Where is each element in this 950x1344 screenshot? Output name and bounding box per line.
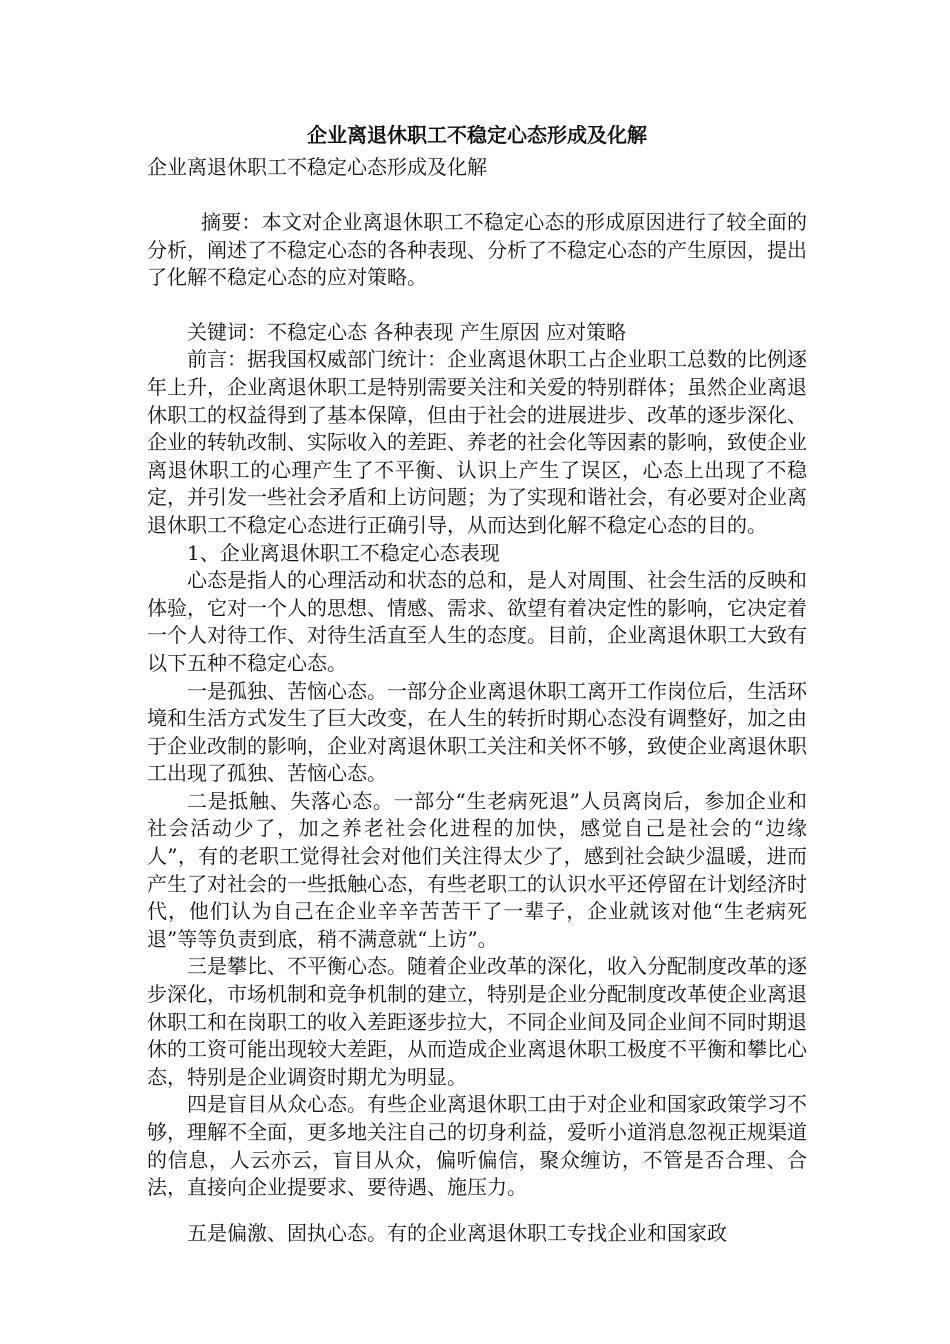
document-subtitle: 企业离退休职工不稳定心态形成及化解 [147, 155, 487, 179]
preface-paragraph: 前言：据我国权威部门统计：企业离退休职工占企业职工总数的比例逐年上升，企业离退休职工是特别需要关注和关爱的特别群体；虽然企业离退休职工的权益得到了基本保障，但由于社会的进展进步、改革的逐步深化、企业的转轨改制、实际收入的差距、养老的社会化等因素的影响，致使企业离退休职工的心理产生了不平衡、认识上产生了误区，心态上出现了不稳定，并引发一些社会矛盾和上访问题；为了实现和谐社会，有必要对企业离退休职工不稳定心态进行正确引导，从而达到化解不稳定心态的目的。 [147, 347, 807, 537]
document-body [147, 118, 807, 1247]
body-paragraph: 三是攀比、不平衡心态。随着企业改革的深化，收入分配制度改革的逐步深化，市场机制和竞争机制的建立，特别是企业分配制度改革使企业离退休职工和在岗职工的收入差距逐步拉大，不同企业间及同企业间不同时期退休的工资可能出现较大差距，从而造成企业离退休职工极度不平衡和攀比心态，特别是企业调资时期尤为明显。 [147, 954, 807, 1089]
section-heading-1: 1、企业离退休职工不稳定心态表现 [187, 540, 500, 565]
spacer [147, 1202, 807, 1220]
body-paragraph: 二是抵触、失落心态。一部分“生老病死退”人员离岗后，参加企业和社会活动少了，加之养老社会化进程的加快，感觉自己是社会的“边缘人”，有的老职工觉得社会对他们关注得太少了，感到社会缺少温暖，进而产生了对社会的一些抵触心态，有些老职工的认识水平还停留在计划经济时代，他们认为自己在企业辛辛苦苦干了一辈子，企业就该对他“生老病死退”等等负责到底，稍不满意就“上访”。 [147, 788, 807, 951]
abstract-paragraph: 摘要：本文对企业离退休职工不稳定心态的形成原因进行了较全面的分析，阐述了不稳定心态的各种表现、分析了不稳定心态的产生原因，提出了化解不稳定心态的应对策略。 [147, 210, 807, 290]
keywords-line: 关键词：不稳定心态 各种表现 产生原因 应对策略 [187, 319, 627, 344]
spacer [147, 292, 807, 319]
body-paragraph: 五是偏激、固执心态。有的企业离退休职工专找企业和国家政 [187, 1220, 727, 1245]
document-title: 企业离退休职工不稳定心态形成及化解 [307, 123, 647, 147]
body-paragraph: 四是盲目从众心态。有些企业离退休职工由于对企业和国家政策学习不够，理解不全面，更多地关注自己的切身利益，爱听小道消息忽视正规渠道的信息，人云亦云，盲目从众，偏听偏信，聚众缠访，不管是否合理、合法，直接向企业提要求、要待遇、施压力。 [147, 1092, 807, 1200]
body-paragraph: 心态是指人的心理活动和状态的总和，是人对周围、社会生活的反映和体验，它对一个人的思想、情感、需求、欲望有着决定性的影响，它决定着一个人对待工作、对待生活直至人生的态度。目前，企业离退休职工大致有以下五种不稳定心态。 [147, 568, 807, 675]
body-paragraph: 一是孤独、苦恼心态。一部分企业离退休职工离开工作岗位后，生活环境和生活方式发生了巨大改变，在人生的转折时期心态没有调整好，加之由于企业改制的影响，企业对离退休职工关注和关怀不够，致使企业离退休职工出现了孤独、苦恼心态。 [147, 678, 807, 786]
spacer [147, 182, 807, 209]
